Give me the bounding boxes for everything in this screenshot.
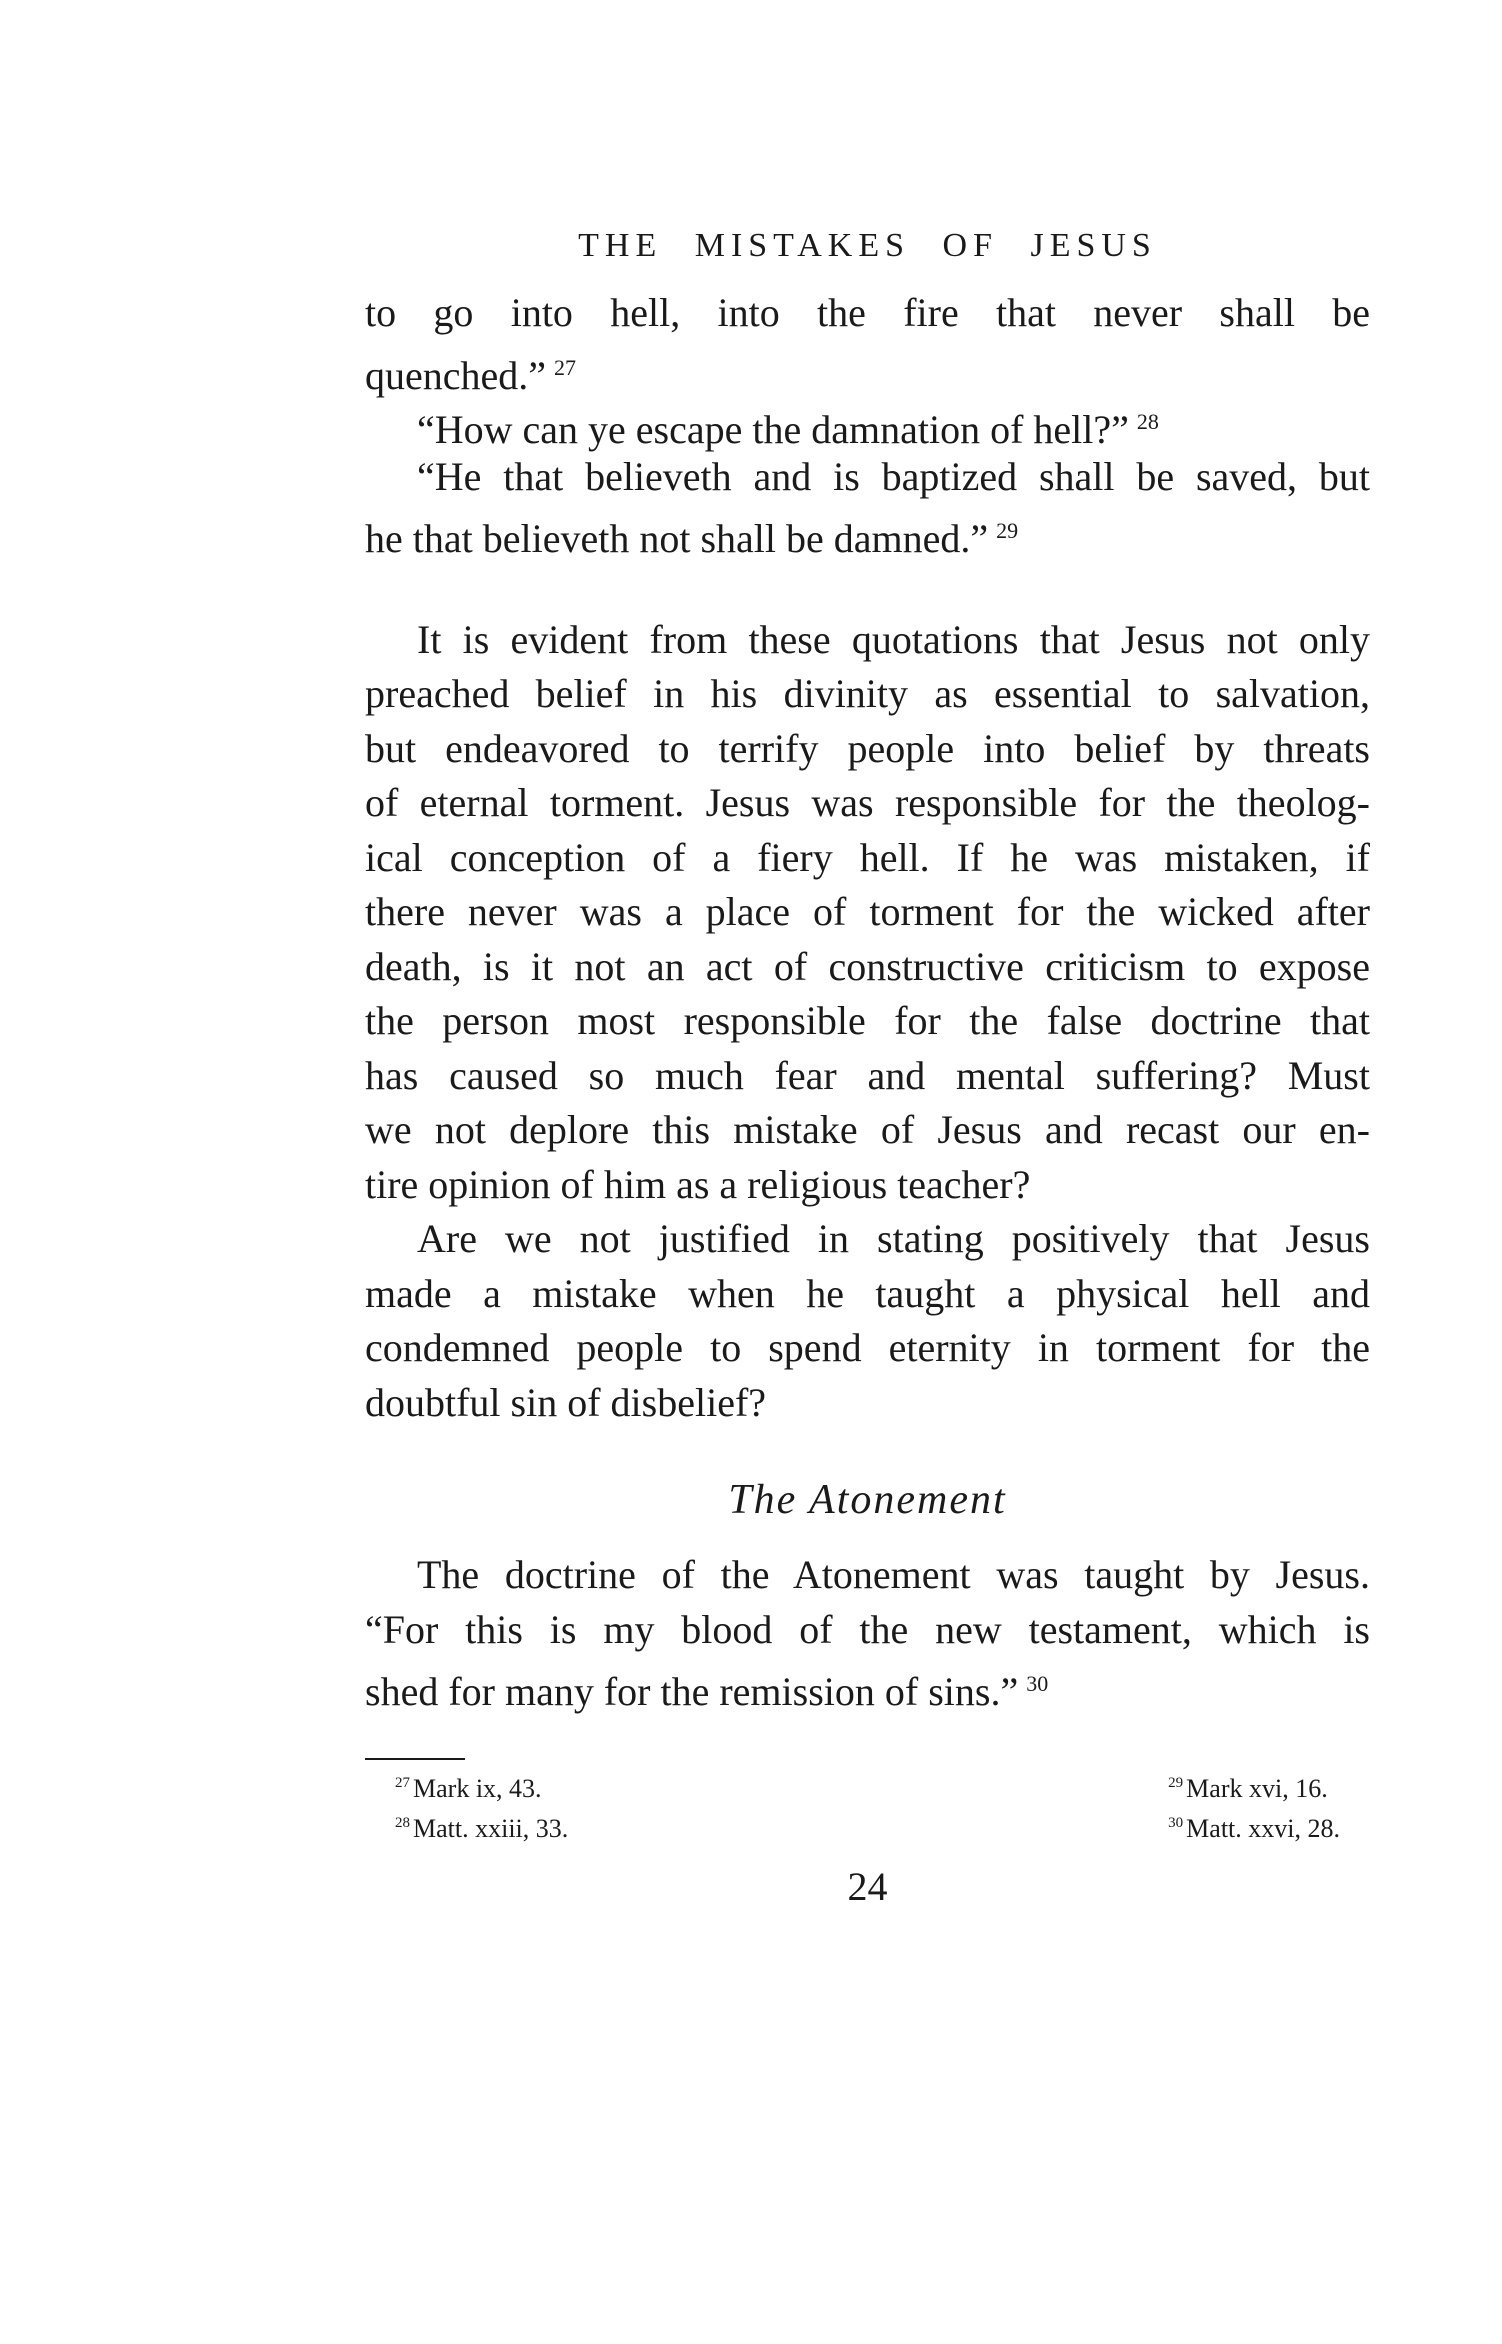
- footnote-number: 27: [395, 1774, 410, 1791]
- footnote: [1168, 1806, 1340, 1846]
- footnotes-left-column: [395, 1766, 568, 1846]
- body-line: the person most responsible for the false doctrine that: [365, 998, 1370, 1043]
- running-head: THE MISTAKES OF JESUS: [578, 227, 1157, 264]
- body-line: ical conception of a fiery hell. If he was mistaken, if: [365, 834, 1370, 880]
- footnote-rule: [365, 1758, 465, 1760]
- body-line: preached belief in his divinity as essential to salvation,: [365, 671, 1370, 716]
- body-line: of eternal torment. Jesus was responsible for the theolog-: [365, 780, 1370, 825]
- body-line: It is evident from these quotations that Jesus not only: [417, 616, 1370, 662]
- body-line: The doctrine of the Atonement was taught by Jesus.: [417, 1552, 1370, 1597]
- book-page: [365, 220, 1370, 1914]
- quote-text: he that believeth not shall be damned.”: [365, 516, 989, 561]
- body-line: doubtful sin of disbelief?: [365, 1379, 767, 1425]
- quote-text: “How can ye escape the damnation of hell?”: [417, 407, 1129, 452]
- footnote: [395, 1766, 568, 1806]
- quote-text: quenched.”: [365, 352, 547, 398]
- section-heading: The Atonement: [728, 1477, 1007, 1523]
- body-line: we not deplore this mistake of Jesus and recast our en-: [365, 1107, 1370, 1152]
- footnote-ref: 29: [996, 518, 1019, 543]
- footnote-ref: 28: [1136, 409, 1159, 434]
- page-number: 24: [847, 1863, 888, 1909]
- body-text: shed for many for the remission of sins.”: [365, 1669, 1019, 1714]
- footnote-text: Mark ix, 43.: [413, 1773, 542, 1803]
- body-line: “For this is my blood of the new testament, which is: [365, 1606, 1370, 1652]
- paragraph-gap: [365, 559, 1370, 613]
- footnote-ref: 27: [554, 354, 577, 380]
- quote-line: [365, 341, 1370, 396]
- body-line: has caused so much fear and mental suffering? Must: [365, 1052, 1370, 1098]
- footnotes-right-column: [1168, 1766, 1340, 1846]
- footnote: [1168, 1766, 1340, 1806]
- body-line: tire opinion of him as a religious teacher?: [365, 1161, 1031, 1207]
- footnote-text: Matt. xxvi, 28.: [1186, 1813, 1340, 1843]
- body-line: but endeavored to terrify people into belief by threats: [365, 725, 1370, 771]
- quote-line: [365, 395, 1370, 450]
- body-line: made a mistake when he taught a physical hell and: [365, 1270, 1370, 1316]
- quote-line: “He that believeth and is baptized shall be saved, but: [417, 453, 1370, 499]
- body-line: there never was a place of torment for the wicked after: [365, 889, 1370, 934]
- body-line: [365, 1657, 1370, 1712]
- footnote-ref: 30: [1026, 1671, 1049, 1696]
- body-line: Are we not justified in stating positively that Jesus: [417, 1216, 1370, 1261]
- body-line: death, is it not an act of constructive criticism to expose: [365, 943, 1370, 989]
- footnote: [395, 1806, 568, 1846]
- paragraph-2: [365, 1212, 1370, 1430]
- footnote-number: 30: [1168, 1814, 1184, 1831]
- footnote-number: 29: [1168, 1774, 1184, 1791]
- body-line: condemned people to spend eternity in torment for the: [365, 1325, 1370, 1370]
- footnote-text: Mark xvi, 16.: [1186, 1773, 1328, 1803]
- quote-line: to go into hell, into the fire that never shall be: [365, 290, 1370, 335]
- quote-block: [365, 286, 1370, 559]
- paragraph-3: [365, 1548, 1370, 1712]
- footnotes: [365, 1766, 1370, 1846]
- footnote-text: Matt. xxiii, 33.: [413, 1813, 569, 1843]
- quote-line: [365, 504, 1370, 559]
- footnote-number: 28: [395, 1814, 410, 1831]
- paragraph-1: [365, 613, 1370, 1213]
